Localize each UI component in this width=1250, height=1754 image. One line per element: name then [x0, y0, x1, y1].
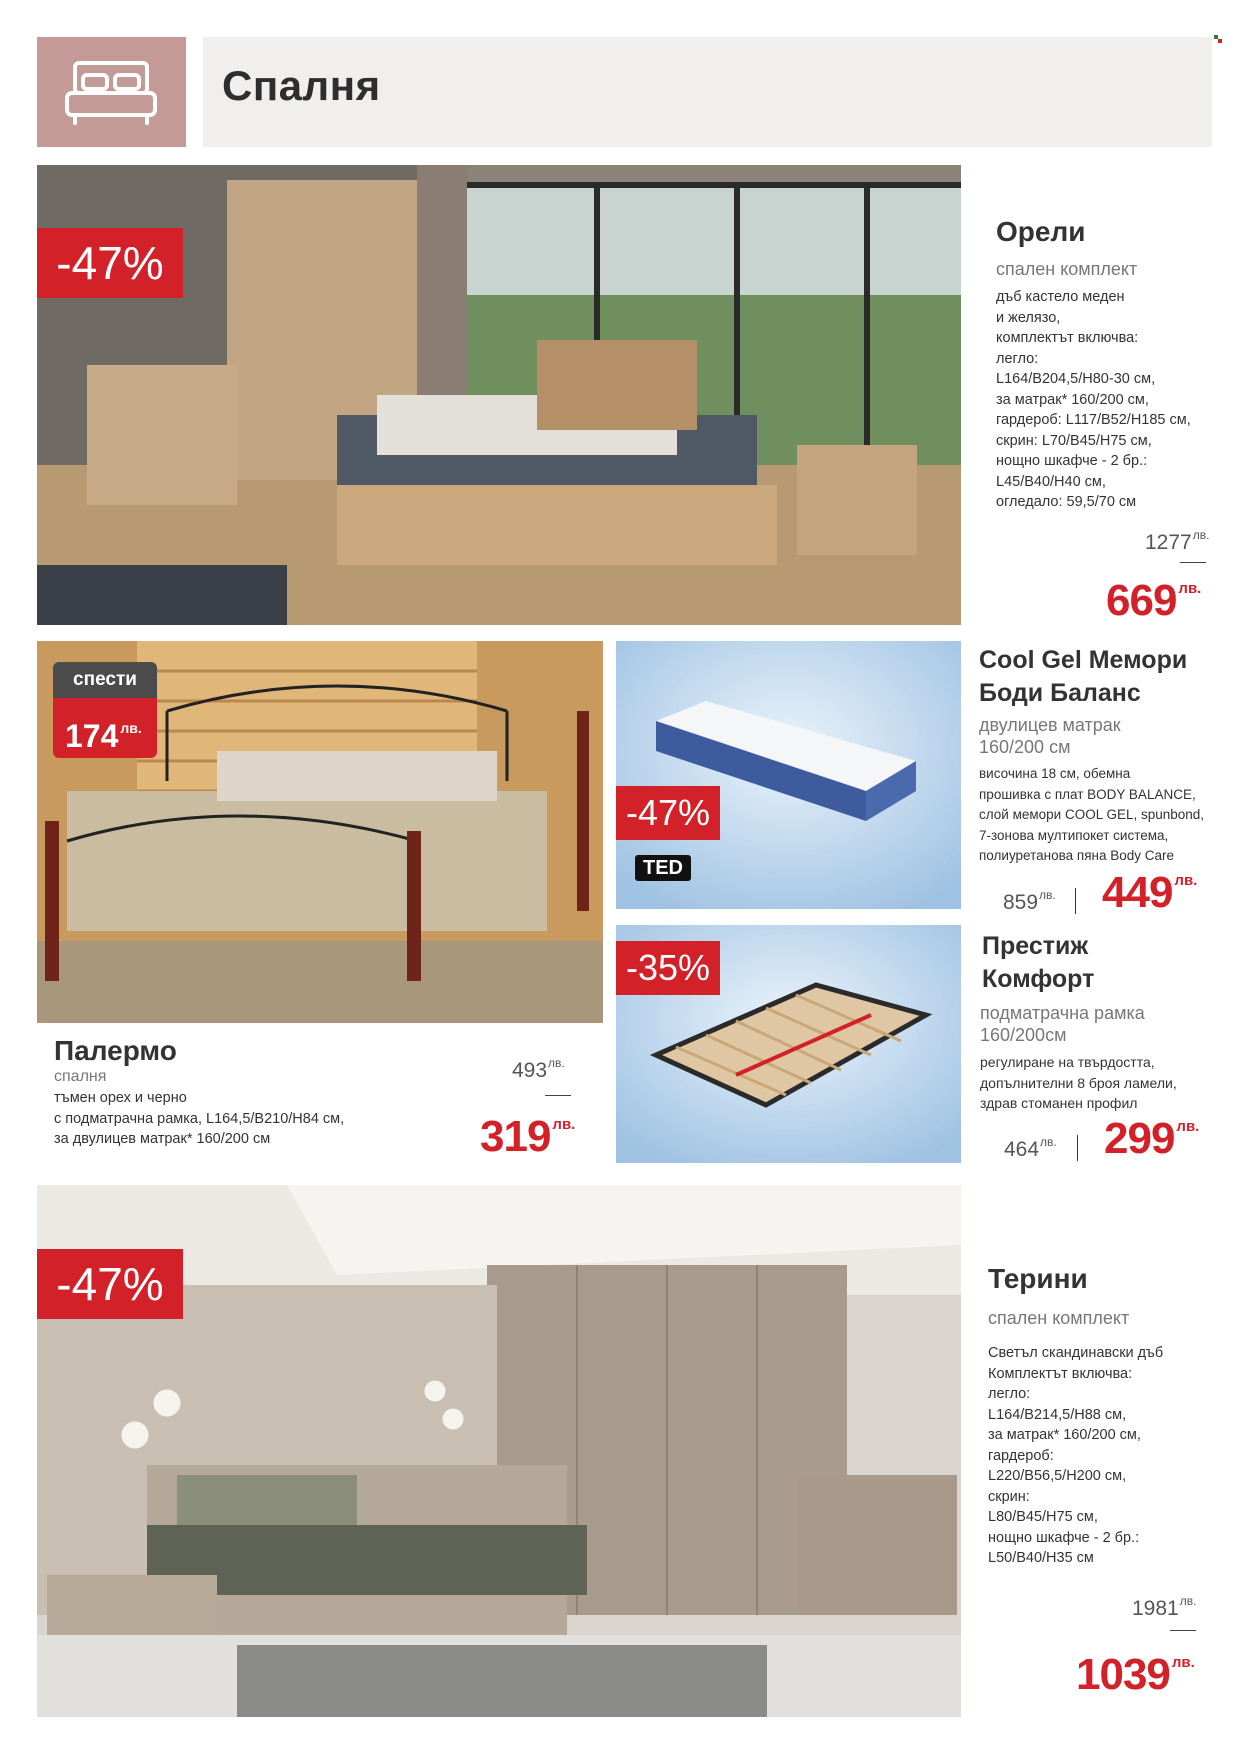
prestige-old-price: $464^{лв.}$ — [1004, 1135, 1057, 1161]
oreli-description: дъб кастело меден и желязо, комплектът включва: легло: L164/B204,5/H80-30 см, за матрак* 160/200 см, гардероб: L117/B52/H185 см, скрин: L70/B45/H75 см, нощно шкафче - 2 бр.: L45/B40/H40 см, огледало: 59,5/70 см — [996, 289, 1191, 510]
palermo-old-price: $493^{лв.}$ — [512, 1056, 565, 1082]
terini-price-divider — [1170, 1630, 1196, 1631]
cool-gel-new-price: 449 $^{лв.}$ — [1102, 868, 1198, 917]
bed-icon — [37, 37, 186, 147]
prestige-discount-badge: -35% — [616, 941, 720, 995]
oreli-price-divider — [1180, 562, 1206, 563]
terini-subtitle: спален комплект — [988, 1308, 1130, 1328]
palermo-subtitle: спалня — [54, 1068, 107, 1085]
palermo-new-price: 319 $^{лв.}$ — [480, 1112, 576, 1161]
terini-description: Светъл скандинавски дъб Комплектът включва: легло: L164/B214,5/H88 см, за матрак* 160/200 см, гардероб: L220/B56,5/H200 см, скрин: L80/B45/H75 см, нощно шкафче - 2 бр.: L50/B40/H35 см — [988, 1345, 1164, 1566]
prestige-description: регулиране на твърдостта, допълнителни 8 броя ламели, здрав стоманен профил — [980, 1054, 1177, 1111]
terini-discount-badge: -47% — [37, 1249, 183, 1319]
terini-new-price: 1039 $^{лв.}$ — [1076, 1650, 1195, 1699]
ted-logo: TED — [635, 855, 691, 881]
oreli-new-price: 669 $^{лв.}$ — [1106, 576, 1202, 625]
prestige-subtitle: подматрачна рамка 160/200см — [980, 1003, 1145, 1045]
oreli-name: Орели — [996, 216, 1086, 247]
cool-gel-price-separator — [1075, 888, 1076, 914]
prestige-name: Престиж Комфорт — [982, 932, 1095, 993]
terini-name: Терини — [988, 1263, 1088, 1294]
palermo-save-badge — [53, 662, 157, 758]
brand-logo-icon — [1213, 34, 1223, 44]
prestige-new-price: 299 $^{лв.}$ — [1104, 1114, 1200, 1163]
palermo-price-divider — [545, 1095, 571, 1096]
prestige-price-separator — [1077, 1135, 1078, 1161]
cool-gel-name: Cool Gel Мемори Боди Баланс — [979, 646, 1188, 707]
cool-gel-subtitle: двулицев матрак 160/200 см — [979, 715, 1121, 757]
cool-gel-description: височина 18 см, обемна прошивка с плат BODY BALANCE, слой мемори COOL GEL, spunbond, 7-зонова мултипокет система, полиуретанова пяна Body Care — [979, 766, 1205, 863]
terini-old-price: $1981^{лв.}$ — [1132, 1594, 1197, 1620]
palermo-save-label: спести — [53, 662, 157, 698]
oreli-old-price: $1277^{лв.}$ — [1145, 528, 1210, 554]
page-title: Спалня — [222, 62, 381, 109]
oreli-subtitle: спален комплект — [996, 259, 1138, 279]
palermo-description: тъмен орех и черно с подматрачна рамка, L164,5/B210/H84 см, за двулицев матрак* 160/200 см — [54, 1090, 345, 1147]
oreli-discount-badge: -47% — [37, 228, 183, 298]
cool-gel-discount-badge: -47% — [616, 786, 720, 840]
cool-gel-old-price: $859^{лв.}$ — [1003, 888, 1056, 914]
palermo-save-amount: 174 $^{лв.}$ — [53, 698, 157, 758]
palermo-name: Палермо — [54, 1035, 177, 1066]
header-icon-box — [37, 37, 186, 147]
